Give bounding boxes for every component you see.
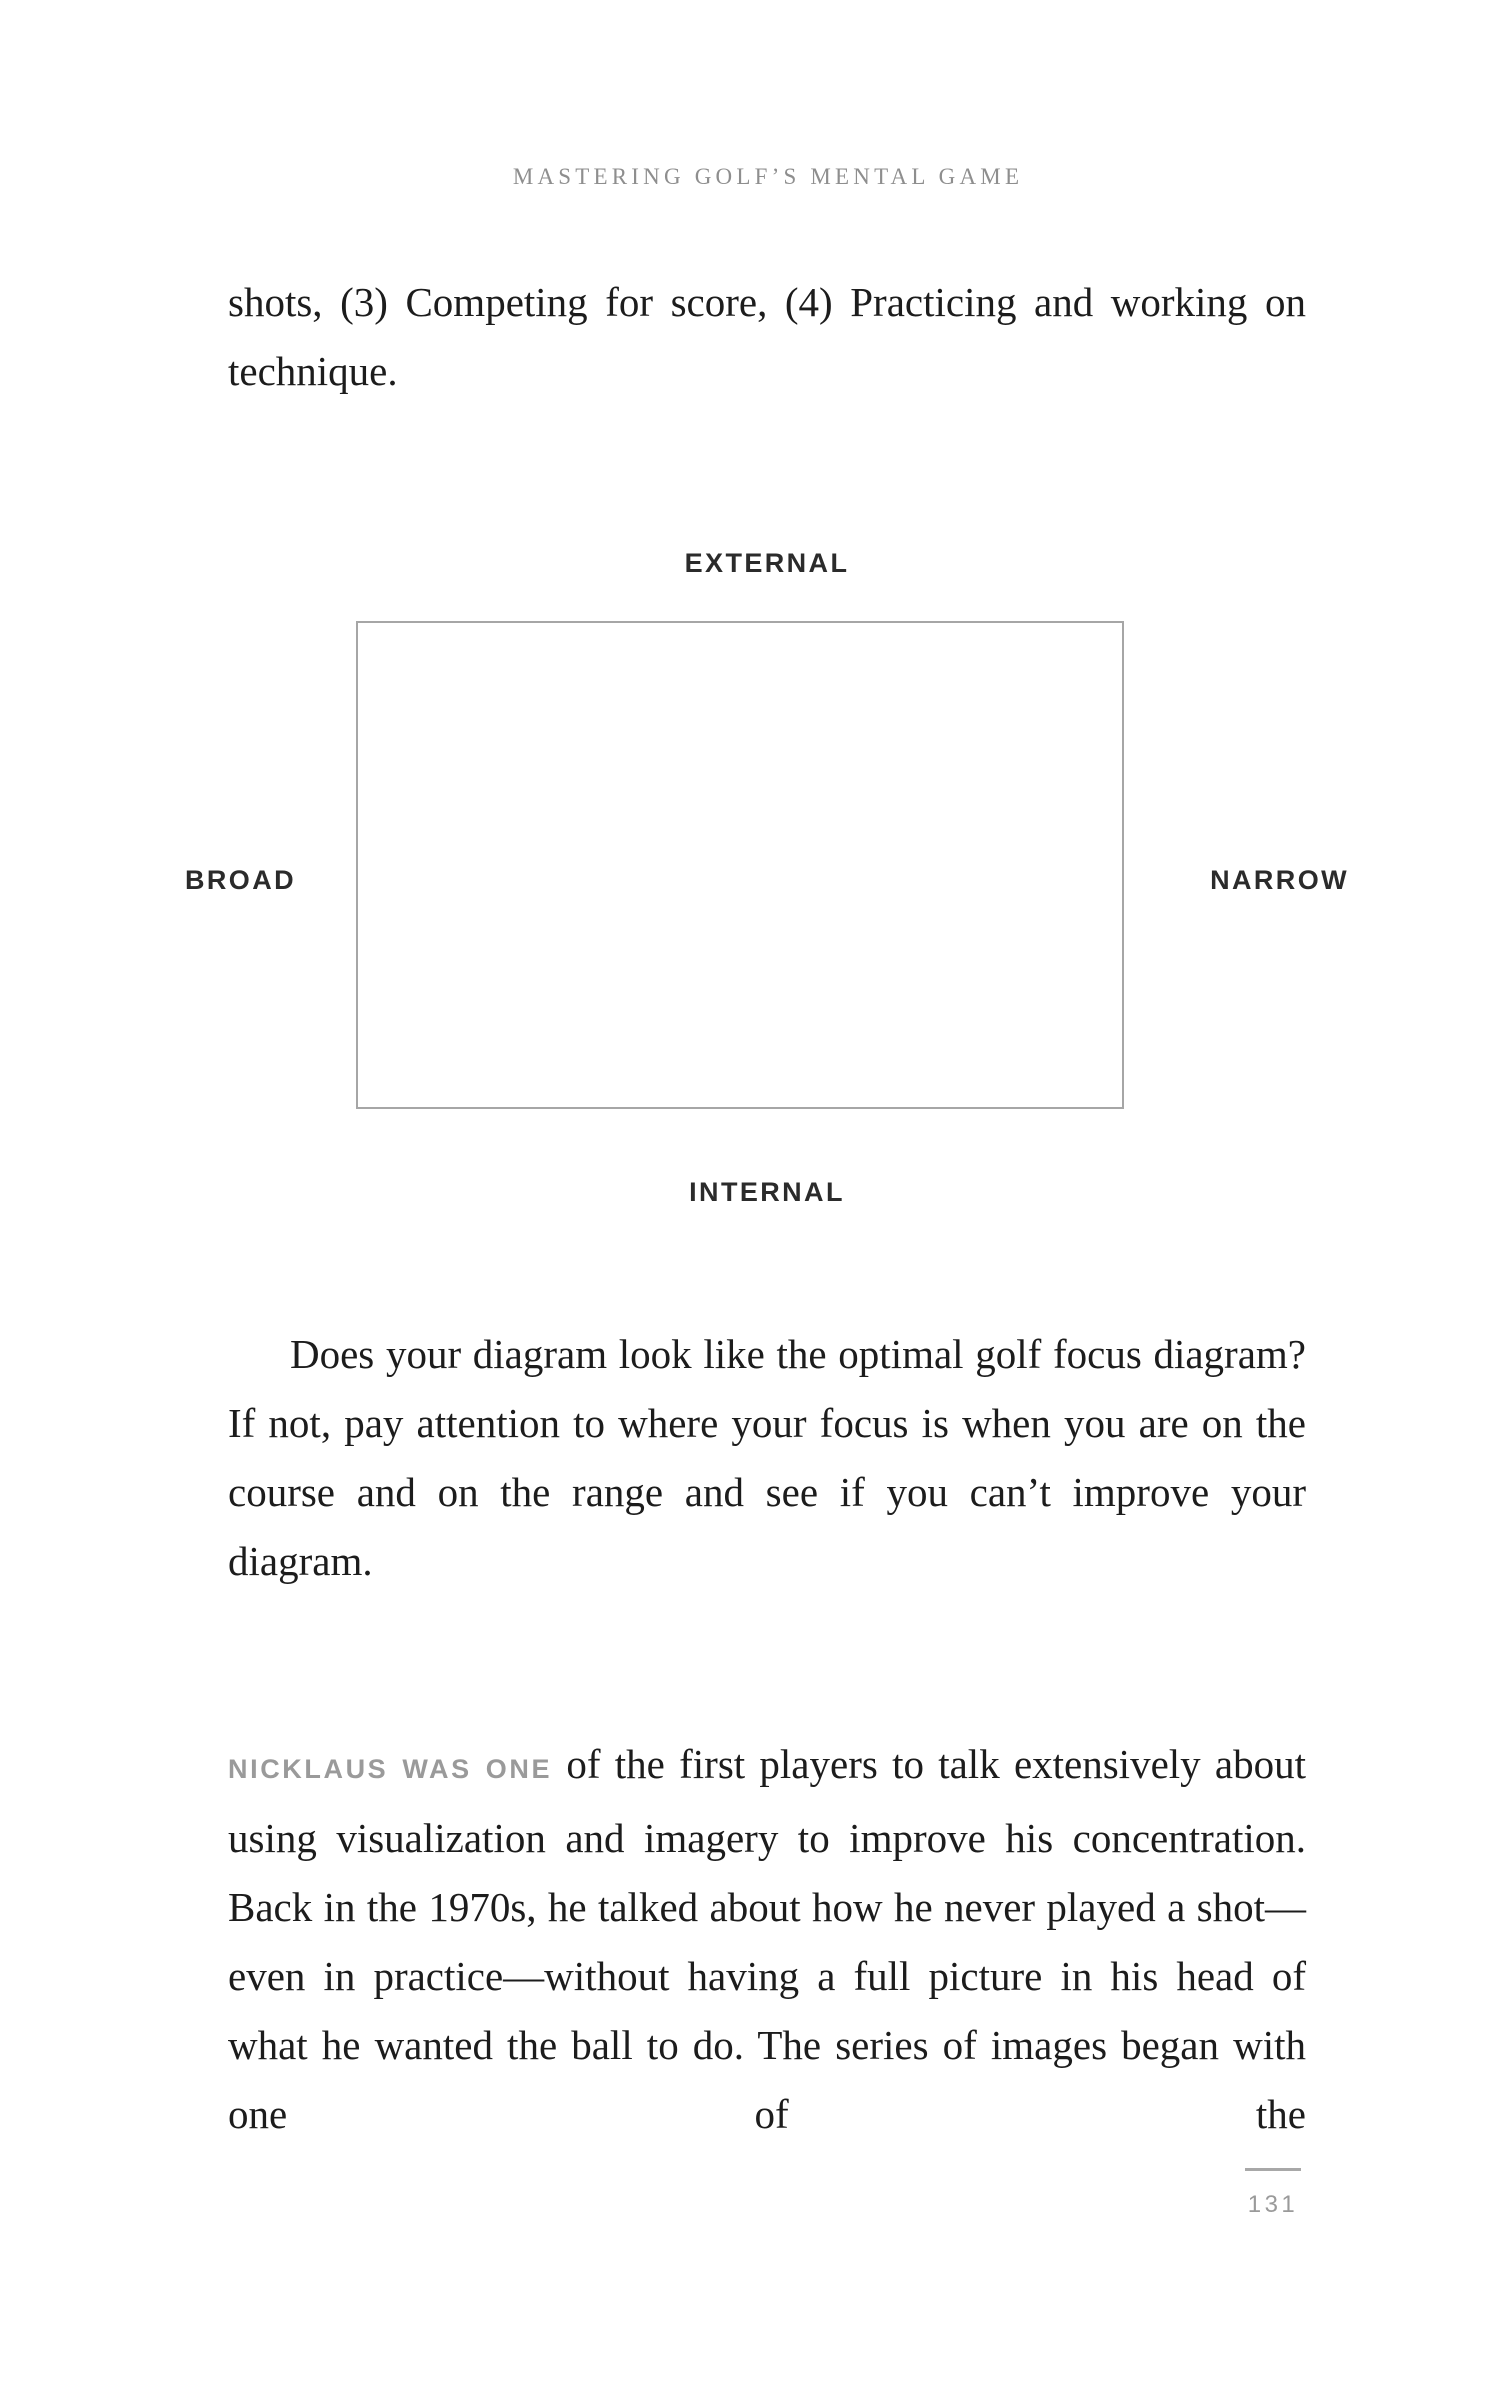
paragraph-continued-block xyxy=(228,268,1306,475)
diagram-label-internal: INTERNAL xyxy=(689,1177,845,1207)
paragraph-nicklaus-block xyxy=(228,1730,1306,2218)
paragraph-lead-in-smallcaps: NICKLAUS WAS ONE xyxy=(228,1754,553,1784)
diagram-label-broad: BROAD xyxy=(185,865,296,895)
page-number: 131 xyxy=(1247,2191,1299,2218)
diagram-label-narrow: NARROW xyxy=(1210,865,1349,895)
focus-quadrant-diagram xyxy=(185,540,1349,1220)
diagram-blank-box xyxy=(356,621,1124,1109)
diagram-label-external: EXTERNAL xyxy=(684,548,850,578)
paragraph-continued: shots, (3) Competing for score, (4) Practicing and working on technique. xyxy=(228,279,1306,394)
paragraph-nicklaus-text: of the first players to talk extensively about using visualization and imagery to improve his concentration. Back in the 1970s, he talked about how he never played a shot—even in practice—without having a full picture in his head of what he wanted the ball to do. The series of images began with one of the xyxy=(228,1741,1307,2137)
paragraph-nicklaus xyxy=(228,1730,1306,2218)
running-head: MASTERING GOLF’S MENTAL GAME xyxy=(512,164,1024,189)
paragraph-after-diagram: Does your diagram look like the optimal golf focus diagram? If not, pay attention to where your focus is when you are on the course and on the range and see if you can’t improve your diagram. xyxy=(228,1331,1306,1584)
paragraph-after-diagram-block xyxy=(228,1320,1306,1665)
folio-rule xyxy=(1245,2168,1301,2171)
page-footer xyxy=(1213,2168,1333,2217)
